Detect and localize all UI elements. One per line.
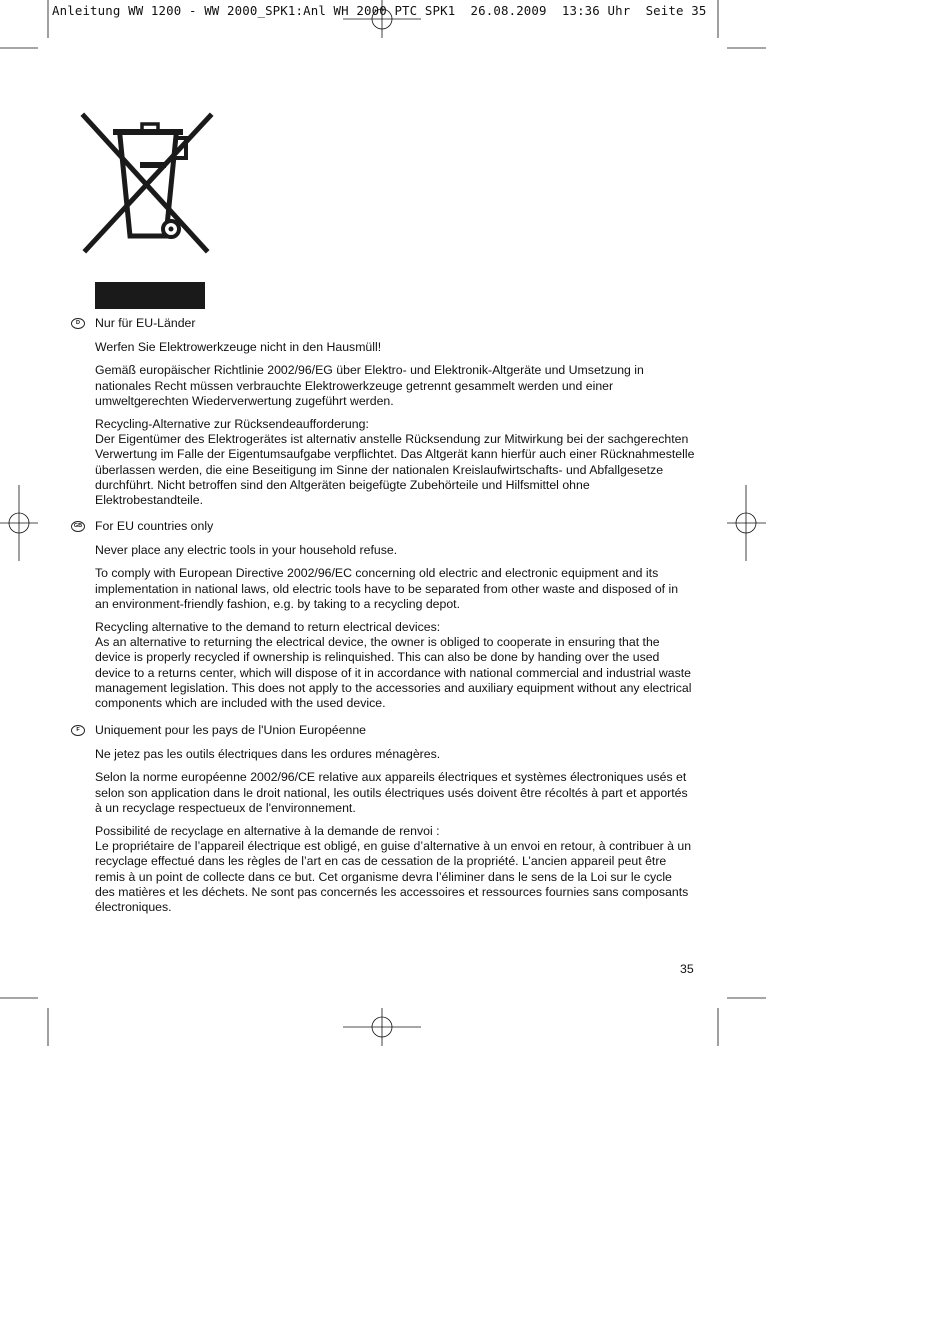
registration-mark-bottom	[343, 1008, 421, 1046]
recycling-title: Possibilité de recyclage en alternative à la demande de renvoi :	[95, 824, 440, 839]
recycling-title: Recycling alternative to the demand to return electrical devices:	[95, 620, 441, 635]
print-header: Anleitung WW 1200 - WW 2000_SPK1:Anl WH 2000 PTC SPK1 26.08.2009 13:36 Uhr Seite 35	[52, 3, 707, 18]
directive-text: Gemäß europäischer Richtlinie 2002/96/EG über Elektro- und Elektronik-Altgeräte und Umsetzung in nationales Recht müssen verbrauchte Elektrowerkzeuge getrennt gesammelt werden und einer umweltgerechten Wiederverwertung zugeführt werden.	[95, 363, 644, 408]
disposal-warning: Never place any electric tools in your household refuse.	[95, 543, 398, 558]
directive-text: To comply with European Directive 2002/96/EC concerning old electric and electronic equipment and its implementation in national laws, old electric tools have to be separated from other waste and disposed of in an environment-friendly fashion, e.g. by taking to a recycling depot.	[95, 566, 679, 611]
symbol-label-bar	[95, 282, 205, 309]
directive-text: Selon la norme européenne 2002/96/CE relative aux appareils électriques et systèmes électroniques usés et selon son application dans le droit national, les outils électriques usés doivent être récoltés à part et apportés à un recyclage respectueux de l'environnement.	[95, 770, 688, 815]
section-gb	[73, 519, 695, 719]
registration-mark-right	[727, 485, 766, 561]
language-badge-fr: F	[71, 725, 85, 736]
section-fr	[76, 723, 695, 923]
crossed-out-wheeled-bin-icon	[80, 112, 215, 257]
recycling-title: Recycling-Alternative zur Rücksendeaufforderung:	[95, 417, 369, 432]
section-de	[76, 316, 695, 516]
disposal-warning: Ne jetez pas les outils électriques dans les ordures ménagères.	[95, 747, 441, 762]
language-badge-de: D	[71, 318, 85, 329]
language-badge-gb: GB	[71, 521, 85, 532]
section-heading: Nur für EU-Länder	[95, 316, 196, 330]
recycling-text: As an alternative to returning the electrical device, the owner is obliged to cooperate in ensuring that the device is properly recycled if ownership is relinquished. This can also be done by handing over the used device to a returns center, which will dispose of it in accordance with national commercial and industrial waste management legislation. This does not apply to the accessories and auxiliary equipment without any electrical components which are included with the used device.	[95, 635, 692, 711]
registration-mark-left	[0, 485, 38, 561]
disposal-warning: Werfen Sie Elektrowerkzeuge nicht in den Hausmüll!	[95, 340, 382, 355]
section-heading: For EU countries only	[95, 519, 214, 533]
recycling-text: Der Eigentümer des Elektrogerätes ist alternativ anstelle Rücksendung zur Mitwirkung bei der sachgerechten Verwertung im Falle der Eigentumsaufgabe verpflichtet. Das Altgerät kann hierfür auch einer Rücknahmestelle überlassen werden, die eine Beseitigung im Sinne der nationalen Kreislaufwirtschafts- und Abfallgesetze durchführt. Nicht betroffen sind den Altgeräten beigefügte Zubehörteile und Hilfsmittel ohne Elektrobestandteile.	[95, 432, 695, 508]
registration-mark-top	[343, 0, 421, 38]
section-heading: Uniquement pour les pays de l'Union Européenne	[95, 723, 367, 737]
recycling-text: Le propriétaire de l’appareil électrique est obligé, en guise d’alternative à un envoi en retour, à contribuer à un recyclage effectué dans les règles de l’art en cas de cessation de la propriété. L’ancien appareil peut être remis à un point de collecte dans ce but. Cet organisme devra l’éliminer dans le sens de la Loi sur le cycle des matières et les déchets. Ne sont pas concernés les accessoires et ressources fournies sans composants électroniques.	[95, 839, 692, 915]
page-number: 35	[680, 962, 694, 976]
